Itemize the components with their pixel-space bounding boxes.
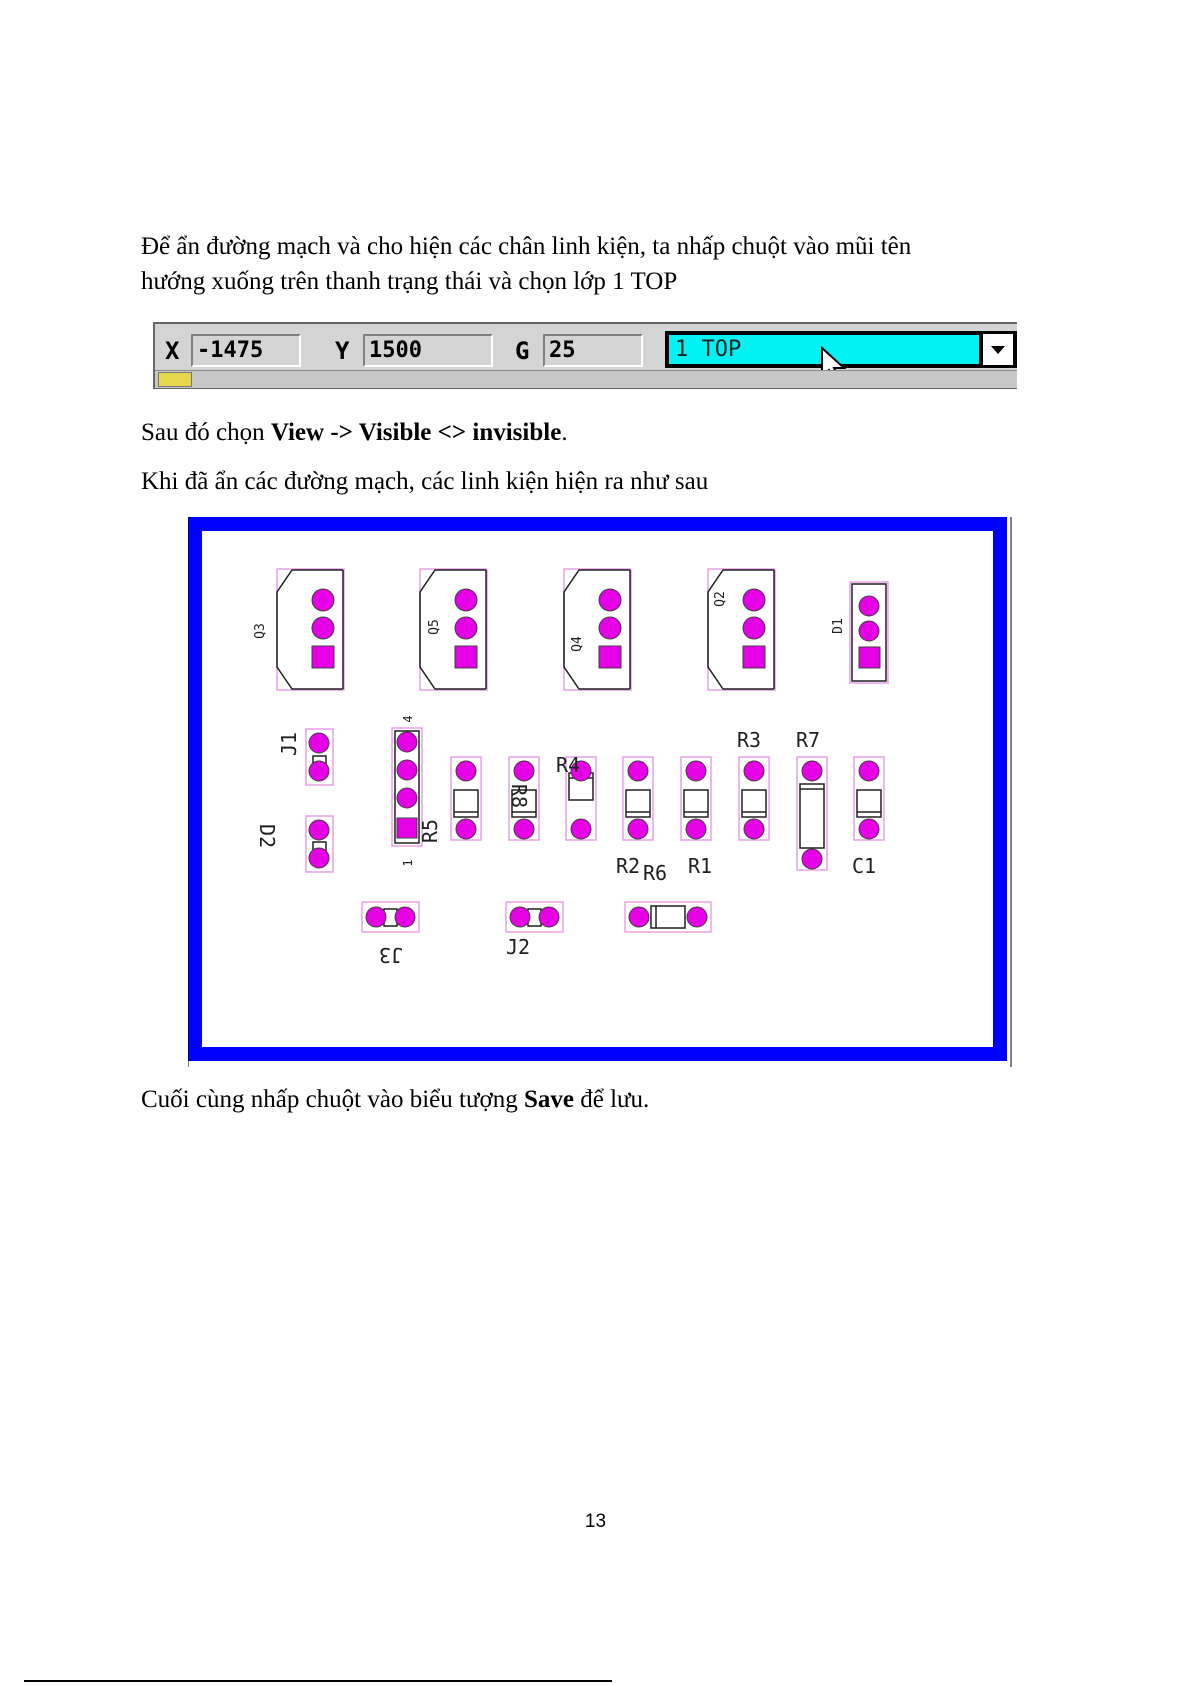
final-text [141,1082,649,1117]
label-c1: C1 [852,854,877,878]
label-r5: R5 [418,818,442,844]
x-coordinate-field: -1475 [191,334,301,367]
intro-line-1: Để ẩn đường mạch và cho hiện các chân linh kiện, ta nhấp chuột vào mũi tên [141,233,912,260]
dropdown-arrow-button[interactable] [983,334,1013,365]
status-bar-bottom [155,370,1017,388]
grid-label: G [515,337,530,365]
intro-line-2: hướng xuống trên thanh trạng thái và chọn lớp 1 TOP [141,268,678,295]
step3-text: Khi đã ẩn các đường mạch, các linh kiện hiện ra như sau [141,468,709,495]
label-j3: J3 [378,943,404,967]
menu-path: View -> Visible <> invisible [270,419,562,446]
label-d2: D2 [255,823,279,849]
y-coordinate-field: 1500 [363,334,493,367]
label-q2: Q2 [713,591,728,607]
grid-field: 25 [543,334,643,367]
label-j2: J2 [506,935,531,959]
label-q4: Q4 [570,636,585,652]
step2-prefix: Sau đó chọn [141,419,271,446]
label-q5: Q5 [427,619,442,635]
label-r7: R7 [796,728,821,752]
step2-suffix: . [561,419,568,446]
x-label: X [165,337,180,365]
save-keyword: Save [523,1086,574,1113]
y-label: Y [335,337,350,365]
layer-color-chip [158,372,192,387]
layer-value[interactable]: 1 TOP [668,334,980,365]
label-r2: R2 [616,854,641,878]
label-pin4: 4 [401,715,415,723]
label-r1: R1 [688,854,713,878]
final-prefix: Cuối cùng nhấp chuột vào biểu tượng [141,1086,524,1113]
label-q3: Q3 [253,623,268,639]
final-suffix: để lưu. [573,1086,650,1113]
pcb-layout-image [188,517,1012,1067]
label-j1: J1 [277,731,301,757]
chevron-down-icon[interactable] [991,345,1005,355]
label-r4: R4 [556,753,581,777]
label-r6: R6 [643,861,668,885]
step2-text [141,415,568,450]
page-number: 13 [584,1511,607,1532]
footer-rule-end [598,1680,612,1682]
footer-rule [24,1680,612,1682]
label-r3: R3 [737,728,762,752]
label-r8: R8 [507,783,531,809]
label-pin1: 1 [401,859,415,867]
status-bar [153,322,1017,389]
label-d1: D1 [831,618,846,634]
